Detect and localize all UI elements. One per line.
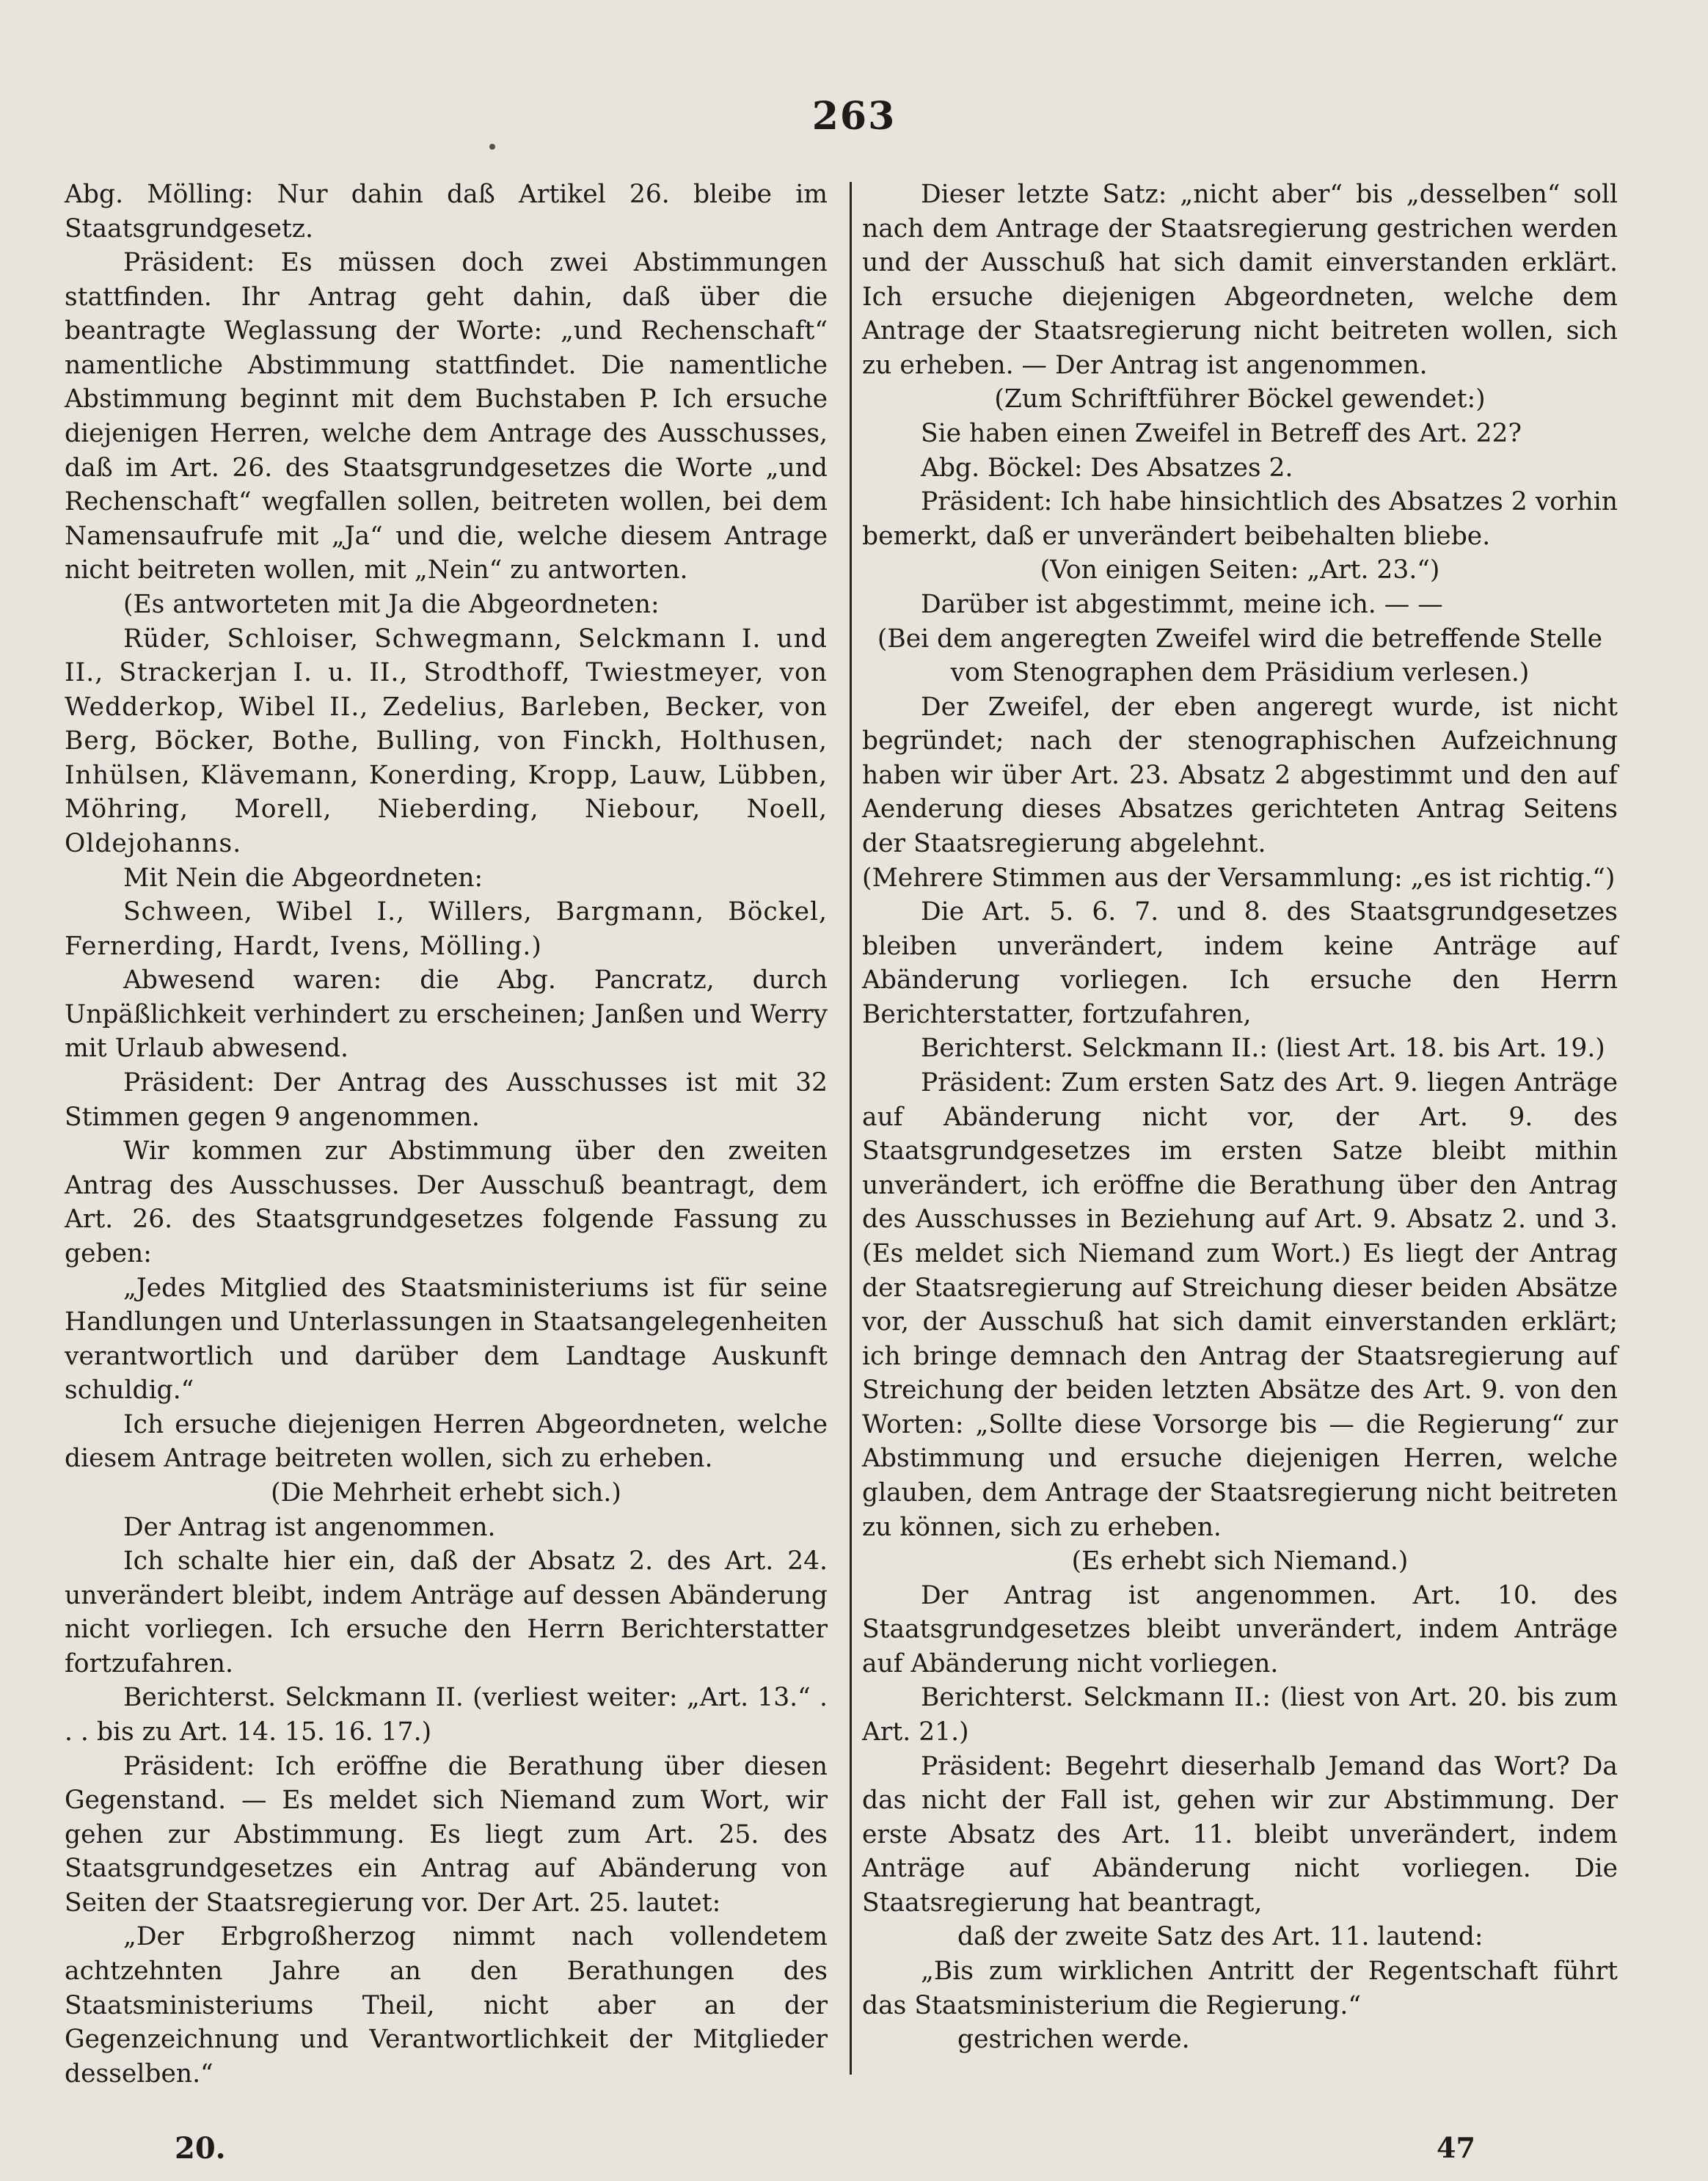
paragraph: Präsident: Es müssen doch zwei Abstimmungen stattfinden. Ihr Antrag geht dahin, daß über die beantragte Weglassung der Worte: „und Rechenschaft“ namentliche Abstimmung stattfindet. Die namentliche Abstimmung beginnt mit dem Buchstaben P. Ich ersuche diejenigen Herren, welche dem Antrage des Ausschusses, daß im Art. 26. des Staatsgrundgesetzes die Worte „und Rechenschaft“ wegfallen sollen, beitreten wollen, bei dem Namensaufrufe mit „Ja“ und die, welche diesem Antrage nicht beitreten wollen, mit „Nein“ zu antworten. — [65, 248, 828, 585]
paragraph: Mit Nein die Abgeordneten: — [123, 863, 483, 893]
paragraph: „Bis zum wirklichen Antritt der Regentschaft führt das Staatsministerium die Regierung.“ — [862, 1957, 1618, 2020]
paragraph: Präsident: Ich habe hinsichtlich des Absatzes 2 vorhin bemerkt, daß er unverändert beibehalten bliebe. — [862, 487, 1618, 551]
page-number: 263 — [811, 94, 897, 139]
right-column — [862, 178, 1618, 2057]
paragraph: Darüber ist abgestimmt, meine ich. — — — [921, 589, 1443, 619]
paragraph: (Bei dem angeregten Zweifel wird die betreffende Stelle vom Stenographen dem Präsidium verlesen.) — [877, 624, 1603, 688]
paragraph: gestrichen werde. — [957, 2025, 1190, 2055]
paragraph: Präsident: Ich eröffne die Berathung über diesen Gegenstand. — Es meldet sich Niemand zum Wort, wir gehen zur Abstimmung. Es liegt zum Art. 25. des Staatsgrundgesetzes ein Antrag auf Abänderung von Seiten der Staatsregierung vor. Der Art. 25. lautet: — [65, 1751, 828, 1918]
paragraph: Abwesend waren: die Abg. Pancratz, durch Unpäßlichkeit verhindert zu erscheinen; Janßen und Werry mit Urlaub abwesend. — [65, 965, 828, 1064]
paragraph: (Die Mehrheit erhebt sich.) — [271, 1477, 621, 1508]
paragraph: „Der Erbgroßherzog nimmt nach vollendetem achtzehnten Jahre an den Berathungen des Staatsministeriums Theil, nicht aber an der Gegenzeichnung und Verantwortlichkeit der Mitglieder desselben.“ — [65, 1922, 828, 2089]
signature-mark-left: 20. — [175, 2131, 226, 2166]
paragraph: (Von einigen Seiten: „Art. 23.“) — [1040, 555, 1440, 585]
paragraph: „Jedes Mitglied des Staatsministeriums ist für seine Handlungen und Unterlassungen in Staatsangelegenheiten verantwortlich und darüber dem Landtage Auskunft schuldig.“ — [65, 1273, 828, 1406]
paragraph: Schween, Wibel I., Willers, Bargmann, Böckel, Fernerding, Hardt, Ivens, Mölling.) — [65, 897, 828, 961]
print-speck — [489, 144, 495, 150]
paragraph: daß der zweite Satz des Art. 11. lautend: — [957, 1922, 1483, 1952]
paragraph: Rüder, Schloiser, Schwegmann, Selckmann I. und II., Strackerjan I. u. II., Strodthoff, Twiestmeyer, von Wedderkop, Wibel II., Zedelius, Barleben, Becker, von Berg, Böcker, Bothe, Bulling, von Finckh, Holthusen, Inhülsen, Klävemann, Konerding, Kropp, Lauw, Lübben, Möhring, Morell, Nieberding, Niebour, Noell, Oldejohanns. — [65, 624, 828, 858]
paragraph: (Es antworteten mit Ja die Abgeordneten: — [123, 589, 660, 619]
paragraph: Abg. Mölling: Nur dahin daß Artikel 26. bleibe im Staatsgrundgesetz. — [65, 180, 828, 244]
paragraph: Ich schalte hier ein, daß der Absatz 2. des Art. 24. unverändert bleibt, indem Anträge auf dessen Abänderung nicht vorliegen. Ich ersuche den Herrn Berichterstatter fortzufahren. — [65, 1546, 828, 1678]
paragraph: Der Antrag ist angenommen. Art. 10. des Staatsgrundgesetzes bleibt unverändert, indem Anträge auf Abänderung nicht vorliegen. — [862, 1580, 1618, 1678]
paragraph: Präsident: Der Antrag des Ausschusses ist mit 32 Stimmen gegen 9 angenommen. — [65, 1068, 828, 1132]
paragraph: Der Zweifel, der eben angeregt wurde, ist nicht begründet; nach der stenographischen Aufzeichnung haben wir über Art. 23. Absatz 2 abgestimmt und den auf Aenderung dieses Absatzes gerichteten Antrag Seitens der Staatsregierung abgelehnt. — [862, 692, 1618, 858]
paragraph: Berichterst. Selckmann II.: (liest Art. 18. bis Art. 19.) — [921, 1034, 1605, 1064]
paragraph: (Es erhebt sich Niemand.) — [1071, 1546, 1409, 1577]
paragraph: Ich ersuche diejenigen Herren Abgeordneten, welche diesem Antrage beitreten wollen, sich zu erheben. — [65, 1409, 828, 1474]
left-column — [65, 178, 828, 2091]
signature-mark-right: 47 — [1437, 2131, 1475, 2164]
paragraph: Der Antrag ist angenommen. — [123, 1512, 496, 1542]
paragraph: Präsident: Zum ersten Satz des Art. 9. liegen Anträge auf Abänderung nicht vor, der Art. 9. des Staatsgrundgesetzes im ersten Satze bleibt mithin unverändert, ich eröffne die Berathung über den Antrag des Ausschusses in Beziehung auf Art. 9. Absatz 2. und 3. (Es meldet sich Niemand zum Wort.) Es liegt der Antrag der Staatsregierung auf Streichung dieser beiden Absätze vor, der Ausschuß hat sich damit einverstanden erklärt; ich bringe demnach den Antrag der Staatsregierung auf Streichung der beiden letzten Absätze des Art. 9. von den Worten: „Sollte diese Vorsorge bis — die Regierung“ zur Abstimmung und ersuche diejenigen Herren, welche glauben, dem Antrage der Staatsregierung nicht beitreten zu können, sich zu erheben. — [862, 1068, 1618, 1542]
paragraph: (Mehrere Stimmen aus der Versammlung: „es ist richtig.“) — [862, 863, 1616, 893]
column-divider — [850, 182, 852, 2075]
paragraph: (Zum Schriftführer Böckel gewendet:) — [994, 384, 1486, 414]
paragraph: Sie haben einen Zweifel in Betreff des Art. 22? — [921, 419, 1522, 449]
paragraph: Dieser letzte Satz: „nicht aber“ bis „desselben“ soll nach dem Antrage der Staatsregierung gestrichen werden und der Ausschuß hat sich damit einverstanden erklärt. Ich ersuche diejenigen Abgeordneten, welche dem Antrage der Staatsregierung nicht beitreten wollen, sich zu erheben. — Der Antrag ist angenommen. — [862, 180, 1618, 380]
paragraph: Die Art. 5. 6. 7. und 8. des Staatsgrundgesetzes bleiben unverändert, indem keine Anträge auf Abänderung vorliegen. Ich ersuche den Herrn Berichterstatter, fortzufahren, — [862, 897, 1618, 1029]
paragraph: Berichterst. Selckmann II.: (liest von Art. 20. bis zum Art. 21.) — [862, 1683, 1618, 1747]
paragraph: Präsident: Begehrt dieserhalb Jemand das Wort? Da das nicht der Fall ist, gehen wir zur Abstimmung. Der erste Absatz des Art. 11. bleibt unverändert, indem Anträge auf Abänderung nicht vorliegen. Die Staatsregierung hat beantragt, — [862, 1751, 1618, 1918]
paragraph: Abg. Böckel: Des Absatzes 2. — [921, 453, 1293, 483]
paragraph: Berichterst. Selckmann II. (verliest weiter: „Art. 13.“ . . . bis zu Art. 14. 15. 16. 17.) — [65, 1683, 828, 1747]
paragraph: Wir kommen zur Abstimmung über den zweiten Antrag des Ausschusses. Der Ausschuß beantragt, dem Art. 26. des Staatsgrundgesetzes folgende Fassung zu geben: — [65, 1136, 828, 1268]
